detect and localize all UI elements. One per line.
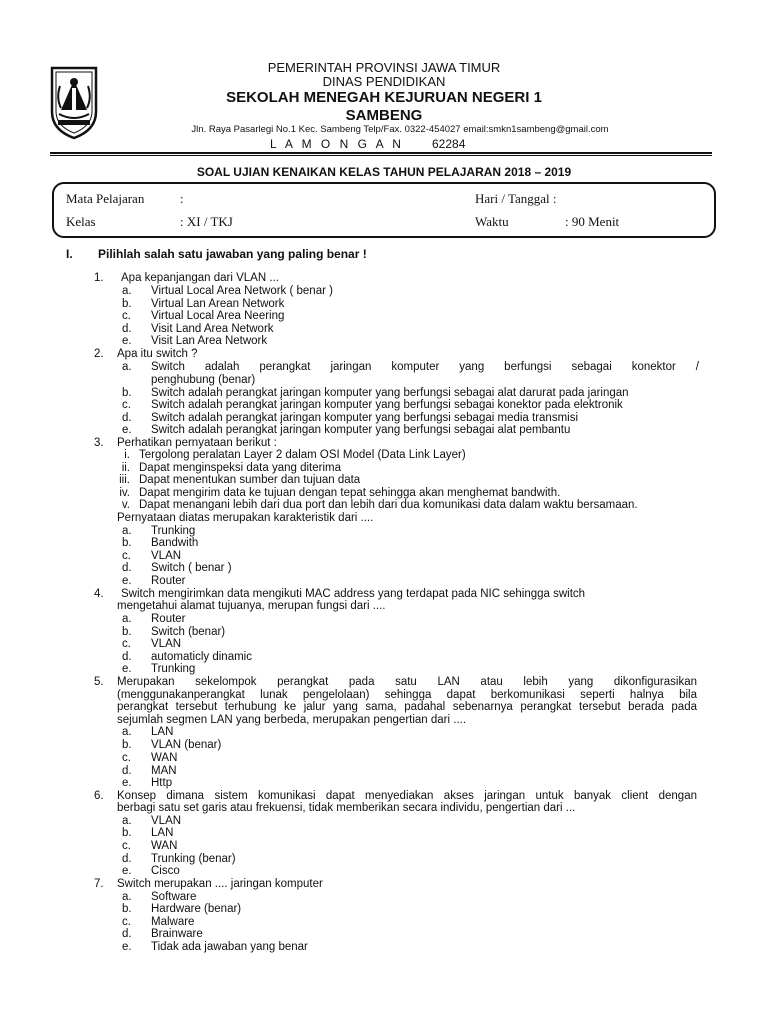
q2-text: Apa itu switch ?: [117, 348, 198, 360]
q3-option-b-letter: b.: [122, 537, 132, 549]
q3-number: 3.: [94, 437, 104, 449]
q5-option-a-letter: a.: [122, 726, 132, 738]
q4-number: 4.: [94, 588, 104, 600]
q3-statement-v-num: v.: [121, 499, 130, 511]
q7-option-b: Hardware (benar): [151, 903, 242, 915]
q7-number: 7.: [94, 878, 104, 890]
q1-option-a-letter: a.: [122, 285, 132, 297]
q7-option-c: Malware: [151, 916, 195, 928]
q3-text: Perhatikan pernyataan berikut :: [117, 437, 277, 449]
time-value: : 90 Menit: [565, 214, 620, 229]
header-line-2: DINAS PENDIDIKAN: [322, 74, 446, 89]
q7-option-c-letter: c.: [122, 916, 131, 928]
q3-statement-i: Tergolong peralatan Layer 2 dalam OSI Model (Data Link Layer): [139, 449, 466, 461]
q3-option-a: Trunking: [151, 525, 196, 537]
section-number: I.: [66, 247, 73, 261]
q1-option-c-letter: c.: [122, 310, 131, 322]
q5-number: 5.: [94, 676, 104, 688]
q3-option-b: Bandwith: [151, 537, 199, 549]
province-logo: [48, 62, 100, 140]
q3-option-a-letter: a.: [122, 525, 132, 537]
postcode: 62284: [432, 137, 466, 151]
header-divider-thin: [50, 155, 712, 156]
q5-option-d-letter: d.: [122, 765, 132, 777]
q2-option-e: Switch adalah perangkat jaringan komputer yang berfungsi sebagai alat pembantu: [151, 424, 571, 436]
q4-option-e-letter: e.: [122, 663, 132, 675]
q2-number: 2.: [94, 348, 104, 360]
q3-option-e: Router: [151, 575, 186, 587]
school-name: SEKOLAH MENEGAH KEJURUAN NEGERI 1: [226, 89, 542, 106]
q7-text: Switch merupakan .... jaringan komputer: [117, 878, 323, 890]
q6-number: 6.: [94, 790, 104, 802]
q2-option-a-line1: Switch adalah perangkat jaringan komputer yang berfungsi sebagai konektor /: [151, 361, 699, 373]
day-date-label: Hari / Tanggal :: [475, 191, 557, 206]
q6-option-e-letter: e.: [122, 865, 132, 877]
q4-option-d-letter: d.: [122, 651, 132, 663]
q5-option-a: LAN: [151, 726, 174, 738]
q6-option-a: VLAN: [151, 815, 182, 827]
q2-option-d: Switch adalah perangkat jaringan komputer yang berfungsi sebagai media transmisi: [151, 412, 579, 424]
q3-option-c: VLAN: [151, 550, 182, 562]
q6-text-line2: berbagi satu set garis atau frekuensi, tidak memberikan secara individu, pengertian dari ...: [117, 802, 576, 814]
q4-text-line1: Switch mengirimkan data mengikuti MAC address yang terdapat pada NIC sehingga switch: [121, 588, 586, 600]
q2-option-b: Switch adalah perangkat jaringan komputer yang berfungsi sebagai alat darurat pada jaringan: [151, 387, 629, 399]
q3-statement-ii: Dapat menginspeksi data yang diterima: [139, 462, 342, 474]
time-label: Waktu: [475, 214, 509, 229]
q4-option-b-letter: b.: [122, 626, 132, 638]
q3-statement-iv: Dapat mengirim data ke tujuan dengan tepat sehingga akan menghemat bandwith.: [139, 487, 561, 499]
q6-text-line1: Konsep dimana sistem komunikasi dapat menyediakan akses jaringan untuk banyak client dengan: [117, 790, 697, 802]
q6-option-e: Cisco: [151, 865, 180, 877]
q1-option-d-letter: d.: [122, 323, 132, 335]
q1-option-c: Virtual Local Area Neering: [151, 310, 285, 322]
q1-option-e-letter: e.: [122, 335, 132, 347]
city-name: L A M O N G A N: [270, 137, 404, 151]
q5-text-line1: Merupakan sekelompok perangkat pada satu LAN atau lebih yang dikonfigurasikan: [117, 676, 697, 688]
q1-option-e: Visit Lan Area Network: [151, 335, 268, 347]
q6-option-c-letter: c.: [122, 840, 131, 852]
q1-number: 1.: [94, 272, 104, 284]
q7-option-b-letter: b.: [122, 903, 132, 915]
q5-text-line2: (menggunakanperangkat lunak pengelolaan) sehingga dapat berkomunikasi seperti halnya bila: [117, 689, 697, 701]
subject-colon: :: [180, 191, 184, 206]
q3-question: Pernyataan diatas merupakan karakteristik dari ....: [117, 512, 374, 524]
q2-option-c: Switch adalah perangkat jaringan komputer yang berfungsi sebagai konektor pada elektronik: [151, 399, 623, 411]
q4-option-c-letter: c.: [122, 638, 131, 650]
q3-statement-ii-num: ii.: [121, 462, 130, 474]
q3-option-d: Switch ( benar ): [151, 562, 232, 574]
q7-option-e-letter: e.: [122, 941, 132, 953]
q5-text-line4: sejumlah segmen LAN yang berbeda, merupakan pengertian dari ....: [117, 714, 467, 726]
q2-option-a-line2: penghubung (benar): [151, 374, 256, 386]
q2-option-b-letter: b.: [122, 387, 132, 399]
q3-statement-i-num: i.: [124, 449, 130, 461]
q5-text-line3: perangkat tersebut terhubung ke jalur yang sama, padahal sebenarnya perangkat tersebut berada pada: [117, 701, 697, 713]
school-address: Jln. Raya Pasarlegi No.1 Kec. Sambeng Telp/Fax. 0322-454027 email:smkn1sambeng@gmail.com: [191, 124, 609, 135]
q1-option-b: Virtual Lan Arean Network: [151, 298, 285, 310]
q6-option-b: LAN: [151, 827, 174, 839]
q4-text-line2: mengetahui alamat tujuanya, merupan fungsi dari ....: [117, 600, 386, 612]
q2-option-a-letter: a.: [122, 361, 132, 373]
q6-option-a-letter: a.: [122, 815, 132, 827]
school-name-sambeng: SAMBENG: [345, 107, 423, 124]
q3-option-e-letter: e.: [122, 575, 132, 587]
q1-option-d: Visit Land Area Network: [151, 323, 274, 335]
q7-option-e: Tidak ada jawaban yang benar: [151, 941, 308, 953]
q7-option-a-letter: a.: [122, 891, 132, 903]
q6-option-d-letter: d.: [122, 853, 132, 865]
q4-option-e: Trunking: [151, 663, 196, 675]
class-value: : XI / TKJ: [180, 214, 233, 229]
q2-option-c-letter: c.: [122, 399, 131, 411]
q5-option-c: WAN: [151, 752, 178, 764]
q6-option-b-letter: b.: [122, 827, 132, 839]
q5-option-c-letter: c.: [122, 752, 131, 764]
q5-option-d: MAN: [151, 765, 177, 777]
q5-option-b: VLAN (benar): [151, 739, 222, 751]
q1-option-a: Virtual Local Area Network ( benar ): [151, 285, 333, 297]
class-label: Kelas: [66, 214, 96, 229]
q3-option-c-letter: c.: [122, 550, 131, 562]
q3-statement-iii-num: iii.: [119, 474, 130, 486]
q5-option-e-letter: e.: [122, 777, 132, 789]
header-line-1: PEMERINTAH PROVINSI JAWA TIMUR: [267, 60, 501, 75]
q4-option-d: automaticly dinamic: [151, 651, 252, 663]
q6-option-c: WAN: [151, 840, 178, 852]
exam-title: SOAL UJIAN KENAIKAN KELAS TAHUN PELAJARAN 2018 – 2019: [196, 165, 572, 179]
section-title: Pilihlah salah satu jawaban yang paling benar !: [98, 247, 367, 261]
q7-option-a: Software: [151, 891, 197, 903]
q4-option-a-letter: a.: [122, 613, 132, 625]
q5-option-b-letter: b.: [122, 739, 132, 751]
q4-option-b: Switch (benar): [151, 626, 226, 638]
province-emblem-icon: [48, 62, 100, 140]
q4-option-a: Router: [151, 613, 186, 625]
q3-statement-iii: Dapat menentukan sumber dan tujuan data: [139, 474, 361, 486]
q1-text: Apa kepanjangan dari VLAN ...: [121, 272, 279, 284]
subject-label: Mata Pelajaran: [66, 191, 145, 206]
q2-option-d-letter: d.: [122, 412, 132, 424]
q1-option-b-letter: b.: [122, 298, 132, 310]
q6-option-d: Trunking (benar): [151, 853, 236, 865]
q7-option-d-letter: d.: [122, 928, 132, 940]
q7-option-d: Brainware: [151, 928, 203, 940]
q3-statement-iv-num: iv.: [119, 487, 130, 499]
q2-option-e-letter: e.: [122, 424, 132, 436]
q3-statement-v: Dapat menangani lebih dari dua port dan lebih dari dua komunikasi data dalam waktu bersamaan.: [139, 499, 638, 511]
q5-option-e: Http: [151, 777, 173, 789]
q4-option-c: VLAN: [151, 638, 182, 650]
header-divider-thick: [50, 152, 712, 154]
q3-option-d-letter: d.: [122, 562, 132, 574]
